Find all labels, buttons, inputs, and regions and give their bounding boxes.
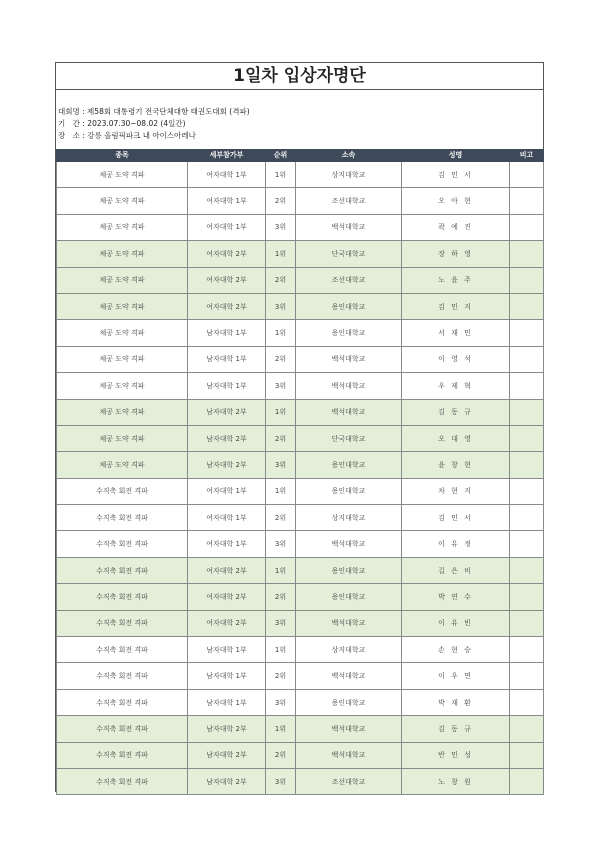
cell-note [510, 637, 544, 663]
cell-name: 이 유 빈 [402, 610, 510, 636]
col-header-name: 성명 [402, 150, 510, 162]
table-row [57, 478, 544, 504]
cell-division: 여자대학 1부 [188, 162, 266, 188]
table-row [57, 425, 544, 451]
cell-team: 조선대학교 [296, 267, 402, 293]
cell-name: 노 창 원 [402, 768, 510, 794]
cell-team: 용인대학교 [296, 689, 402, 715]
cell-event: 수직축 회전 격파 [57, 557, 188, 583]
cell-division: 남자대학 2부 [188, 425, 266, 451]
cell-rank: 1위 [266, 557, 296, 583]
cell-rank: 3위 [266, 689, 296, 715]
table-row [57, 584, 544, 610]
cell-note [510, 557, 544, 583]
cell-rank: 1위 [266, 478, 296, 504]
cell-event: 체공 도약 격파 [57, 241, 188, 267]
cell-note [510, 610, 544, 636]
cell-team: 백석대학교 [296, 663, 402, 689]
cell-rank: 2위 [266, 267, 296, 293]
table-row [57, 557, 544, 583]
table-row [57, 742, 544, 768]
table-row [57, 452, 544, 478]
info-venue-value: 강릉 올림픽파크 내 아이스아레나 [87, 131, 196, 140]
table-row [57, 768, 544, 794]
cell-note [510, 162, 544, 188]
cell-division: 남자대학 1부 [188, 373, 266, 399]
cell-division: 여자대학 1부 [188, 214, 266, 240]
cell-event: 수직축 회전 격파 [57, 742, 188, 768]
cell-name: 윤 창 현 [402, 452, 510, 478]
cell-note [510, 584, 544, 610]
page-title: 1일차 입상자명단 [56, 63, 543, 90]
cell-rank: 3위 [266, 768, 296, 794]
cell-team: 조선대학교 [296, 188, 402, 214]
cell-event: 수직축 회전 격파 [57, 531, 188, 557]
cell-note [510, 742, 544, 768]
cell-note [510, 373, 544, 399]
table-row [57, 663, 544, 689]
info-event-key: 대회명 [58, 107, 80, 116]
cell-rank: 2위 [266, 346, 296, 372]
cell-event: 수직축 회전 격파 [57, 663, 188, 689]
cell-rank: 3위 [266, 531, 296, 557]
cell-note [510, 478, 544, 504]
info-period-value: 2023.07.30~08.02 (4일간) [87, 119, 186, 128]
info-venue: 장 소 : 강릉 올림픽파크 내 아이스아레나 [58, 131, 196, 140]
info-event: 대회명 : 제58회 대통령기 전국단체대항 태권도대회 (격파) [58, 107, 250, 116]
cell-event: 체공 도약 격파 [57, 293, 188, 319]
cell-division: 남자대학 2부 [188, 716, 266, 742]
cell-name: 박 연 수 [402, 584, 510, 610]
table-row [57, 188, 544, 214]
cell-division: 남자대학 1부 [188, 663, 266, 689]
table-row [57, 162, 544, 188]
cell-rank: 3위 [266, 452, 296, 478]
table-header-row [57, 150, 544, 162]
cell-rank: 1위 [266, 716, 296, 742]
cell-team: 상지대학교 [296, 505, 402, 531]
table-row [57, 716, 544, 742]
cell-team: 백석대학교 [296, 531, 402, 557]
cell-team: 단국대학교 [296, 425, 402, 451]
cell-name: 손 현 승 [402, 637, 510, 663]
cell-event: 수직축 회전 격파 [57, 768, 188, 794]
cell-name: 서 재 민 [402, 320, 510, 346]
table-row [57, 346, 544, 372]
cell-name: 우 제 혁 [402, 373, 510, 399]
cell-name: 김 민 서 [402, 162, 510, 188]
cell-event: 체공 도약 격파 [57, 452, 188, 478]
cell-name: 오 대 영 [402, 425, 510, 451]
cell-name: 이 영 석 [402, 346, 510, 372]
cell-event: 체공 도약 격파 [57, 373, 188, 399]
cell-rank: 1위 [266, 320, 296, 346]
cell-note [510, 768, 544, 794]
cell-name: 김 동 규 [402, 716, 510, 742]
cell-name: 오 아 현 [402, 188, 510, 214]
cell-rank: 3위 [266, 214, 296, 240]
table-row [57, 241, 544, 267]
cell-division: 남자대학 2부 [188, 452, 266, 478]
cell-division: 여자대학 1부 [188, 478, 266, 504]
table-body [57, 162, 544, 795]
cell-division: 남자대학 2부 [188, 768, 266, 794]
cell-name: 장 하 영 [402, 241, 510, 267]
cell-event: 수직축 회전 격파 [57, 505, 188, 531]
cell-division: 여자대학 2부 [188, 610, 266, 636]
cell-note [510, 689, 544, 715]
cell-team: 용인대학교 [296, 557, 402, 583]
cell-rank: 3위 [266, 293, 296, 319]
cell-rank: 1위 [266, 637, 296, 663]
info-venue-key: 장 소 [58, 131, 80, 140]
cell-division: 남자대학 2부 [188, 399, 266, 425]
cell-division: 남자대학 1부 [188, 320, 266, 346]
cell-name: 길 은 비 [402, 557, 510, 583]
cell-note [510, 399, 544, 425]
table-row [57, 689, 544, 715]
col-header-event: 종목 [57, 150, 188, 162]
cell-team: 백석대학교 [296, 742, 402, 768]
cell-division: 여자대학 2부 [188, 584, 266, 610]
cell-rank: 2위 [266, 663, 296, 689]
table-row [57, 293, 544, 319]
cell-rank: 1위 [266, 241, 296, 267]
cell-event: 체공 도약 격파 [57, 320, 188, 346]
cell-event: 체공 도약 격파 [57, 346, 188, 372]
document-sheet [55, 62, 544, 792]
cell-team: 백석대학교 [296, 214, 402, 240]
cell-note [510, 214, 544, 240]
cell-note [510, 241, 544, 267]
cell-name: 김 동 규 [402, 399, 510, 425]
cell-team: 용인대학교 [296, 584, 402, 610]
cell-event: 체공 도약 격파 [57, 399, 188, 425]
cell-name: 곽 예 진 [402, 214, 510, 240]
cell-name: 노 윤 주 [402, 267, 510, 293]
cell-event: 체공 도약 격파 [57, 162, 188, 188]
cell-team: 백석대학교 [296, 610, 402, 636]
cell-rank: 3위 [266, 610, 296, 636]
cell-rank: 2위 [266, 188, 296, 214]
cell-event: 수직축 회전 격파 [57, 584, 188, 610]
col-header-team: 소속 [296, 150, 402, 162]
cell-note [510, 716, 544, 742]
winners-table [56, 149, 544, 795]
cell-team: 상지대학교 [296, 162, 402, 188]
cell-team: 단국대학교 [296, 241, 402, 267]
table-row [57, 399, 544, 425]
cell-team: 용인대학교 [296, 293, 402, 319]
cell-note [510, 452, 544, 478]
cell-rank: 3위 [266, 373, 296, 399]
cell-event: 체공 도약 격파 [57, 188, 188, 214]
table-row [57, 320, 544, 346]
cell-note [510, 346, 544, 372]
cell-event: 수직축 회전 격파 [57, 610, 188, 636]
col-header-note: 비고 [510, 150, 544, 162]
cell-event: 체공 도약 격파 [57, 267, 188, 293]
info-period: 기 간 : 2023.07.30~08.02 (4일간) [58, 119, 186, 128]
cell-event: 수직축 회전 격파 [57, 478, 188, 504]
cell-team: 용인대학교 [296, 320, 402, 346]
cell-note [510, 267, 544, 293]
table-row [57, 505, 544, 531]
cell-division: 여자대학 1부 [188, 188, 266, 214]
cell-division: 여자대학 2부 [188, 557, 266, 583]
cell-division: 남자대학 1부 [188, 346, 266, 372]
cell-division: 여자대학 1부 [188, 531, 266, 557]
cell-team: 용인대학교 [296, 478, 402, 504]
info-period-key: 기 간 [58, 119, 80, 128]
cell-division: 여자대학 1부 [188, 505, 266, 531]
cell-event: 수직축 회전 격파 [57, 716, 188, 742]
cell-event: 체공 도약 격파 [57, 425, 188, 451]
table-row [57, 373, 544, 399]
cell-rank: 1위 [266, 399, 296, 425]
table-row [57, 610, 544, 636]
table-row [57, 214, 544, 240]
cell-division: 여자대학 2부 [188, 293, 266, 319]
col-header-division: 세부참가부 [188, 150, 266, 162]
cell-division: 남자대학 1부 [188, 689, 266, 715]
cell-event: 체공 도약 격파 [57, 214, 188, 240]
cell-note [510, 505, 544, 531]
cell-team: 백석대학교 [296, 346, 402, 372]
cell-name: 김 민 지 [402, 293, 510, 319]
cell-rank: 2위 [266, 505, 296, 531]
cell-team: 상지대학교 [296, 637, 402, 663]
cell-rank: 2위 [266, 584, 296, 610]
cell-note [510, 293, 544, 319]
cell-name: 이 우 면 [402, 663, 510, 689]
cell-note [510, 425, 544, 451]
cell-note [510, 663, 544, 689]
info-event-value: 제58회 대통령기 전국단체대항 태권도대회 (격파) [87, 107, 250, 116]
cell-event: 수직축 회전 격파 [57, 637, 188, 663]
cell-team: 조선대학교 [296, 768, 402, 794]
table-row [57, 637, 544, 663]
cell-name: 김 민 서 [402, 505, 510, 531]
cell-rank: 2위 [266, 425, 296, 451]
cell-name: 박 재 환 [402, 689, 510, 715]
cell-division: 여자대학 2부 [188, 241, 266, 267]
cell-note [510, 531, 544, 557]
cell-team: 용인대학교 [296, 452, 402, 478]
table-row [57, 267, 544, 293]
cell-team: 백석대학교 [296, 373, 402, 399]
cell-rank: 1위 [266, 162, 296, 188]
cell-event: 수직축 회전 격파 [57, 689, 188, 715]
cell-note [510, 320, 544, 346]
cell-team: 백석대학교 [296, 399, 402, 425]
cell-rank: 2위 [266, 742, 296, 768]
cell-team: 백석대학교 [296, 716, 402, 742]
cell-name: 차 현 지 [402, 478, 510, 504]
cell-name: 반 민 성 [402, 742, 510, 768]
cell-name: 이 유 정 [402, 531, 510, 557]
col-header-rank: 순위 [266, 150, 296, 162]
cell-division: 남자대학 1부 [188, 637, 266, 663]
table-row [57, 531, 544, 557]
cell-division: 남자대학 2부 [188, 742, 266, 768]
cell-division: 여자대학 2부 [188, 267, 266, 293]
cell-note [510, 188, 544, 214]
